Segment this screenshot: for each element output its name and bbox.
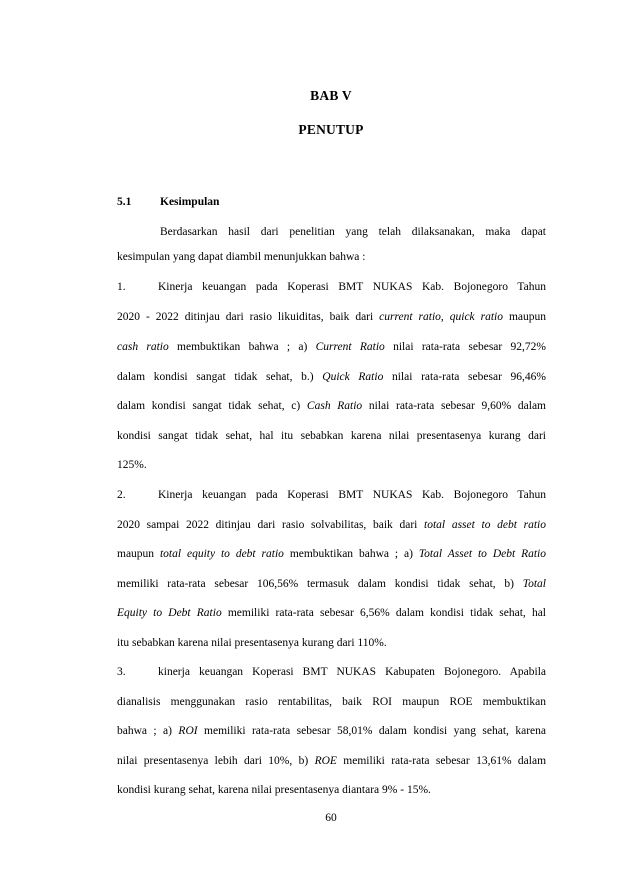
item-line: itu sebabkan karena nilai presentasenya kurang dari 110%. (117, 637, 387, 649)
item-line: bahwa ; a) ROI memiliki rata-rata sebesar 58,01% dalam kondisi yang sehat, karena (117, 725, 546, 737)
item-line: dalam kondisi sangat tidak sehat, c) Cash Ratio nilai rata-rata sebesar 9,60% dalam (117, 400, 546, 412)
item-line: nilai presentasenya lebih dari 10%, b) ROE memiliki rata-rata sebesar 13,61% dalam (117, 755, 547, 767)
item-line: cash ratio membuktikan bahwa ; a) Current Ratio nilai rata-rata sebesar 92,72% (117, 341, 546, 353)
section-title: Kesimpulan (160, 196, 220, 208)
intro-line: kesimpulan yang dapat diambil menunjukkan bahwa : (117, 251, 366, 263)
page-number: 60 (325, 812, 337, 824)
item-line: Kinerja keuangan pada Koperasi BMT NUKAS Kab. Bojonegoro Tahun (158, 489, 546, 501)
item-number: 3. (117, 666, 126, 678)
chapter-number: BAB V (310, 88, 352, 103)
item-number: 2. (117, 489, 126, 501)
item-line: kondisi sangat tidak sehat, hal itu sebabkan karena nilai presentasenya kurang dari (117, 430, 546, 442)
item-line: memiliki rata-rata sebesar 106,56% termasuk dalam kondisi tidak sehat, b) Total (117, 578, 546, 590)
item-line: Equity to Debt Ratio memiliki rata-rata sebesar 6,56% dalam kondisi tidak sehat, hal (117, 607, 546, 619)
item-line: 125%. (117, 459, 147, 471)
item-line: kondisi kurang sehat, karena nilai presentasenya diantara 9% - 15%. (117, 784, 431, 796)
item-line: dalam kondisi sangat tidak sehat, b.) Quick Ratio nilai rata-rata sebesar 96,46% (117, 371, 547, 383)
item-line: kinerja keuangan Koperasi BMT NUKAS Kabupaten Bojonegoro. Apabila (158, 666, 546, 678)
item-line: maupun total equity to debt ratio membuktikan bahwa ; a) Total Asset to Debt Ratio (117, 548, 546, 560)
item-line: dianalisis menggunakan rasio rentabilitas, baik ROI maupun ROE membuktikan (117, 696, 546, 708)
section-number: 5.1 (117, 196, 132, 208)
item-line: 2020 sampai 2022 ditinjau dari rasio solvabilitas, baik dari total asset to debt ratio (117, 519, 546, 531)
intro-line: Berdasarkan hasil dari penelitian yang telah dilaksanakan, maka dapat (160, 226, 546, 238)
chapter-title: PENUTUP (298, 122, 364, 137)
item-number: 1. (117, 281, 126, 293)
item-line: Kinerja keuangan pada Koperasi BMT NUKAS Kab. Bojonegoro Tahun (158, 281, 546, 293)
item-line: 2020 - 2022 ditinjau dari rasio likuiditas, baik dari current ratio, quick ratio maupun (117, 311, 546, 323)
